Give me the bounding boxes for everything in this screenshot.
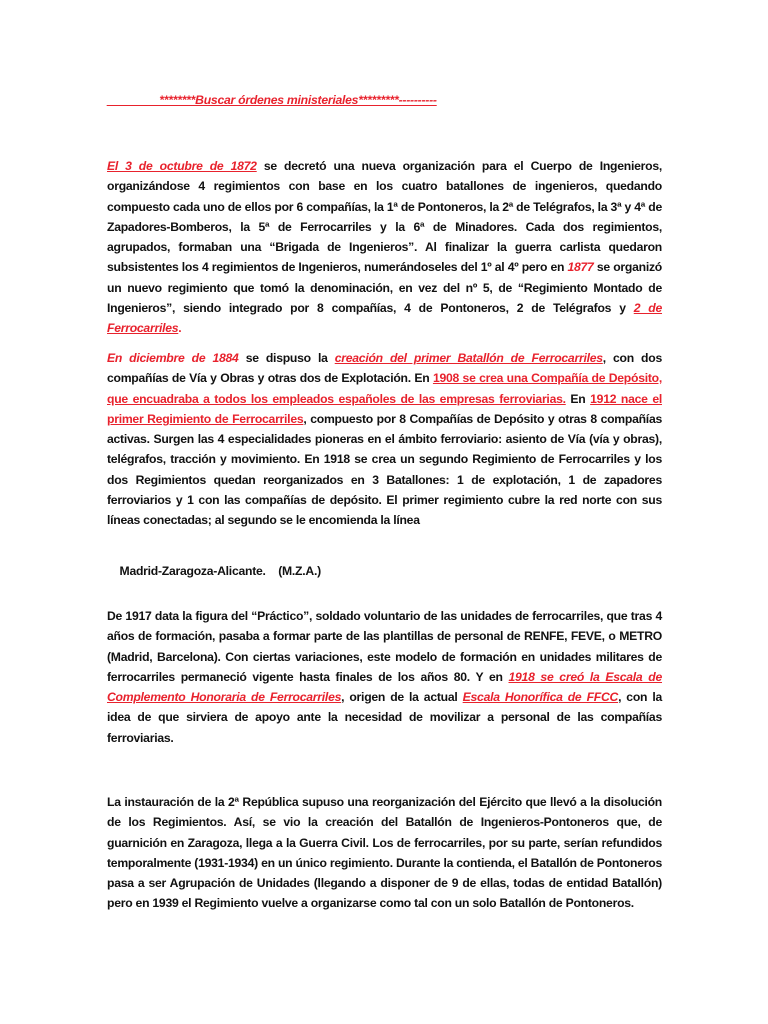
- link-1918-escala-complemento[interactable]: 1918 se creó la Escala de Complemento Honoraria de Ferrocarriles: [107, 669, 662, 705]
- p4-text-b: , origen de la actual: [341, 690, 463, 705]
- year-1877: 1877: [567, 260, 594, 275]
- link-1908-compania-deposito[interactable]: 1908 se crea una Compañía de Depósito, que encuadraba a todos los empleados españoles de las empresas ferroviarias.: [107, 371, 663, 406]
- ferrocarriles-2-link[interactable]: 2 de Ferrocarriles: [107, 301, 663, 336]
- p2-text-b: , con dos compañías de Vía y Obras y otras dos de Explotación. En: [107, 351, 662, 386]
- paragraph-mza: [107, 541, 662, 602]
- p2-text-c: En: [565, 391, 591, 406]
- paragraph-1872: [107, 156, 662, 339]
- link-escala-honorifica[interactable]: Escala Honorífica de FFCC: [462, 690, 619, 705]
- p3-text: Madrid-Zaragoza-Alicante. (M.Z.A.): [119, 564, 321, 579]
- p1-text-b: se organizó un nuevo regimiento que tomó la denominación, en vez del nº 5, de “Regimiento Montado de Ingenieros”, siendo integrado por 8 compañías, 4 de Pontoneros, 2 de Telégrafos y: [107, 260, 662, 316]
- p2-text-a: se dispuso la: [238, 351, 335, 365]
- p4-text-c: , con la idea de que sirviera de apoyo ante la necesidad de movilizar a personal de las compañías ferroviarias.: [107, 690, 662, 745]
- p5-text: La instauración de la 2ª República supuso una reorganización del Ejército que llevó a la disolución de los Regimientos. Así, se vio la creación del Batallón de Ingenieros-Pontoneros que, de guarnición en Zaragoza, llega a la Guerra Civil. Los de ferrocarriles, por su parte, serían refundidos temporalmente (1931-1934) en un único regimiento. Durante la contienda, el Batallón de Pontoneros pasa a ser Agrupación de Unidades (llegando a disponer de 9 de ellas, todas de entidad Batallón) pero en 1939 el Regimiento vuelve a organizarse como tal con un solo Batallón de Pontoneros.: [107, 795, 662, 911]
- p2-text-d: , compuesto por 8 Compañías de Depósito y otras 8 compañías activas. Surgen las 4 especialidades pioneras en el ámbito ferroviario: asiento de Vía (vía y obras), telégrafos, tracción y movimiento. En 1918 se crea un segundo Regimiento de Ferrocarriles y los dos Regimientos quedan reorganizados en 3 Batallones: 1 de explotación, 1 de zapadores ferroviarios y 1 con las compañías de depósito. El primer regimiento cubre la red norte con sus líneas conectadas; al segundo se le encomienda la línea: [107, 411, 662, 528]
- date-1872-link[interactable]: El 3 de octubre de 1872: [107, 159, 257, 173]
- p1-end: .: [178, 321, 182, 336]
- heading-buscar-ordenes: ________********Buscar órdenes ministeriales*********----------: [107, 93, 437, 107]
- paragraph-practico: [107, 606, 662, 748]
- creacion-batallon-link[interactable]: creación del primer Batallón de Ferrocarriles: [334, 351, 603, 365]
- paragraph-republica: [107, 792, 662, 914]
- paragraph-1884: [107, 348, 662, 531]
- p4-text-a: De 1917 data la figura del “Práctico”, soldado voluntario de las unidades de ferrocarriles, que tras 4 años de formación, pasaba a formar parte de las plantillas de personal de RENFE, FEVE, o METRO (Madrid, Barcelona). Con ciertas variaciones, este modelo de formación en unidades militares de ferrocarriles permaneció vigente hasta finales de los años 80. Y en: [107, 609, 662, 684]
- p1-text-a: se decretó una nueva organización para el Cuerpo de Ingenieros, organizándose 4 regimientos con base en los cuatro batallones de ingenieros, quedando compuesto cada uno de ellos por 6 compañías, la 1ª de Pontoneros, la 2ª de Telégrafos, la 3ª y 4ª de Zapadores-Bomberos, la 5ª de Ferrocarriles y la 6ª de Minadores. Cada dos regimientos, agrupados, formaban una “Brigada de Ingenieros”. Al finalizar la guerra carlista quedaron subsistentes los 4 regimientos de Ingenieros, numerándoseles del 1º al 4º pero en: [107, 159, 662, 275]
- date-1884: En diciembre de 1884: [107, 351, 239, 365]
- link-1912-regimiento[interactable]: 1912 nace el primer Regimiento de Ferrocarriles: [107, 391, 662, 426]
